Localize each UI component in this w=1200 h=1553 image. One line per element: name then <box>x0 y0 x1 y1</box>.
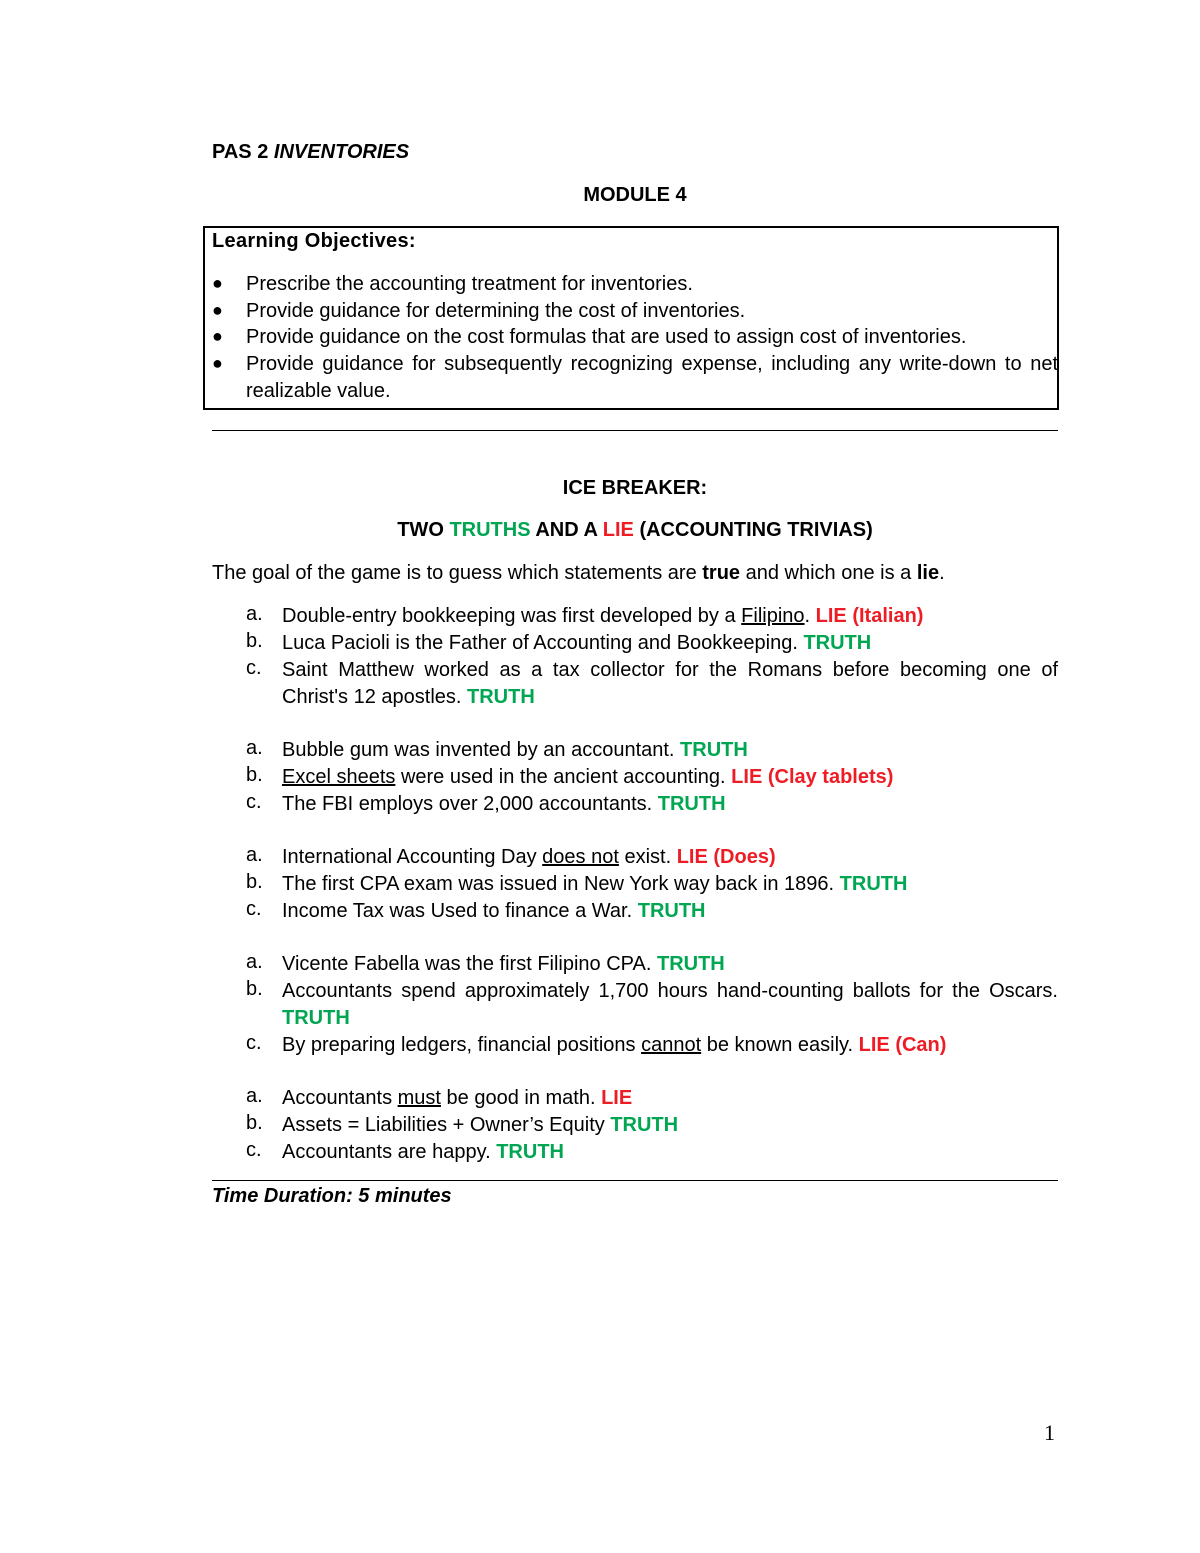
objective-item: Provide guidance for subsequently recognizing expense, including any write-down to net realizable value. <box>246 353 1058 402</box>
item-letter: a. <box>246 1085 263 1107</box>
subtitle-lie: LIE <box>602 519 634 541</box>
statement-text: Double-entry bookkeeping was first developed by a <box>282 605 742 627</box>
lie-answer: LIE (Italian) <box>815 605 924 627</box>
statement-text: The FBI employs over 2,000 accountants. <box>282 793 658 815</box>
goal-true: true <box>702 562 741 584</box>
trivia-statement <box>282 764 1058 791</box>
statement-text: The first CPA exam was issued in New York way back in 1896. <box>282 873 840 895</box>
statement-text: be good in math. <box>440 1087 602 1109</box>
statement-text: International Accounting Day <box>282 846 543 868</box>
goal-text: and which one is a <box>740 562 917 584</box>
lie-answer: LIE (Does) <box>676 846 776 868</box>
truth-answer: TRUTH <box>496 1141 564 1163</box>
item-letter: a. <box>246 603 263 625</box>
underlined-text: Filipino <box>741 605 805 627</box>
truth-answer: TRUTH <box>656 953 725 975</box>
item-letter: a. <box>246 737 263 759</box>
truth-answer: TRUTH <box>610 1114 679 1136</box>
trivia-statement <box>282 630 1058 657</box>
document-title <box>212 141 409 164</box>
lie-answer: LIE <box>601 1087 633 1109</box>
item-letter: b. <box>246 871 263 893</box>
trivia-statement <box>282 871 1058 898</box>
trivia-statement <box>282 1139 1058 1166</box>
item-letter: a. <box>246 951 263 973</box>
icebreaker-heading: ICE BREAKER: <box>562 477 708 499</box>
time-duration: Time Duration: 5 minutes <box>212 1185 452 1207</box>
item-letter: b. <box>246 978 263 1000</box>
bullet-icon: ● <box>212 326 223 346</box>
bullet-icon: ● <box>212 273 223 293</box>
goal-text: . <box>939 562 945 584</box>
truth-answer: TRUTH <box>680 739 748 761</box>
title-code: PAS 2 <box>212 141 269 163</box>
statement-text: Accountants are happy. <box>282 1141 497 1163</box>
underlined-text: Excel sheets <box>282 766 396 788</box>
trivia-statement <box>282 978 1058 1032</box>
item-letter: b. <box>246 1112 263 1134</box>
subtitle-truths: TRUTHS <box>449 519 531 541</box>
item-letter: c. <box>246 657 262 679</box>
truth-answer: TRUTH <box>467 686 535 708</box>
statement-text: exist. <box>618 846 677 868</box>
truth-answer: TRUTH <box>839 873 908 895</box>
learning-objectives-heading: Learning Objectives: <box>212 230 416 252</box>
bullet-icon: ● <box>212 353 223 373</box>
goal-text: The goal of the game is to guess which statements are <box>212 562 703 584</box>
objective-item: Prescribe the accounting treatment for inventories. <box>246 273 693 295</box>
truth-answer: TRUTH <box>803 632 872 654</box>
item-letter: c. <box>246 791 262 813</box>
trivia-statement <box>282 603 1058 630</box>
statement-text: By preparing ledgers, financial positions <box>282 1034 642 1056</box>
goal-lie: lie <box>916 562 940 584</box>
item-letter: a. <box>246 844 263 866</box>
trivia-statement <box>282 737 1058 764</box>
truth-answer: TRUTH <box>637 900 706 922</box>
statement-text: Vicente Fabella was the first Filipino CPA. <box>282 953 657 975</box>
statement-text: . <box>804 605 816 627</box>
objective-item: Provide guidance on the cost formulas that are used to assign cost of inventories. <box>246 326 967 348</box>
subtitle-post: (ACCOUNTING TRIVIAS) <box>633 519 873 541</box>
statement-text: were used in the ancient accounting. <box>395 766 732 788</box>
objective-item: Provide guidance for determining the cost of inventories. <box>246 300 746 322</box>
item-letter: c. <box>246 1032 262 1054</box>
trivia-statement <box>282 951 1058 978</box>
truth-answer: TRUTH <box>282 1007 350 1029</box>
item-letter: b. <box>246 764 263 786</box>
item-letter: b. <box>246 630 263 652</box>
item-letter: c. <box>246 1139 262 1161</box>
statement-text: Bubble gum was invented by an accountant. <box>282 739 681 761</box>
truth-answer: TRUTH <box>657 793 726 815</box>
page-number: 1 <box>1044 1420 1055 1445</box>
subtitle-pre: TWO <box>397 519 450 541</box>
statement-text: Accountants <box>282 1087 398 1109</box>
module-heading: MODULE 4 <box>583 184 687 206</box>
divider <box>212 1180 1058 1181</box>
subtitle-mid: AND A <box>530 519 603 541</box>
trivia-statement <box>282 1032 1058 1059</box>
underlined-text: cannot <box>641 1034 702 1056</box>
divider <box>212 430 1058 431</box>
trivia-statement <box>282 791 1058 818</box>
game-goal <box>212 562 945 585</box>
statement-text: Accountants spend approximately 1,700 hours hand-counting ballots for the Oscars. <box>282 980 1058 1002</box>
statement-text: Income Tax was Used to finance a War. <box>282 900 638 922</box>
trivia-statement <box>282 657 1058 711</box>
underlined-text: must <box>397 1087 441 1109</box>
statement-text: be known easily. <box>701 1034 859 1056</box>
trivia-statement <box>282 844 1058 871</box>
icebreaker-subtitle <box>0 519 1200 542</box>
trivia-statement <box>282 1112 1058 1139</box>
lie-answer: LIE (Clay tablets) <box>731 766 894 788</box>
statement-text: Saint Matthew worked as a tax collector for the Romans before becoming one of Christ's 12 apostles. <box>282 659 1058 708</box>
item-letter: c. <box>246 898 262 920</box>
bullet-icon: ● <box>212 300 223 320</box>
statement-text: Assets = Liabilities + Owner’s Equity <box>282 1114 611 1136</box>
trivia-statement <box>282 898 1058 925</box>
statement-text: Luca Pacioli is the Father of Accounting and Bookkeeping. <box>282 632 804 654</box>
lie-answer: LIE (Can) <box>858 1034 947 1056</box>
trivia-statement <box>282 1085 1058 1112</box>
underlined-text: does not <box>542 846 619 868</box>
title-topic: INVENTORIES <box>273 141 410 163</box>
